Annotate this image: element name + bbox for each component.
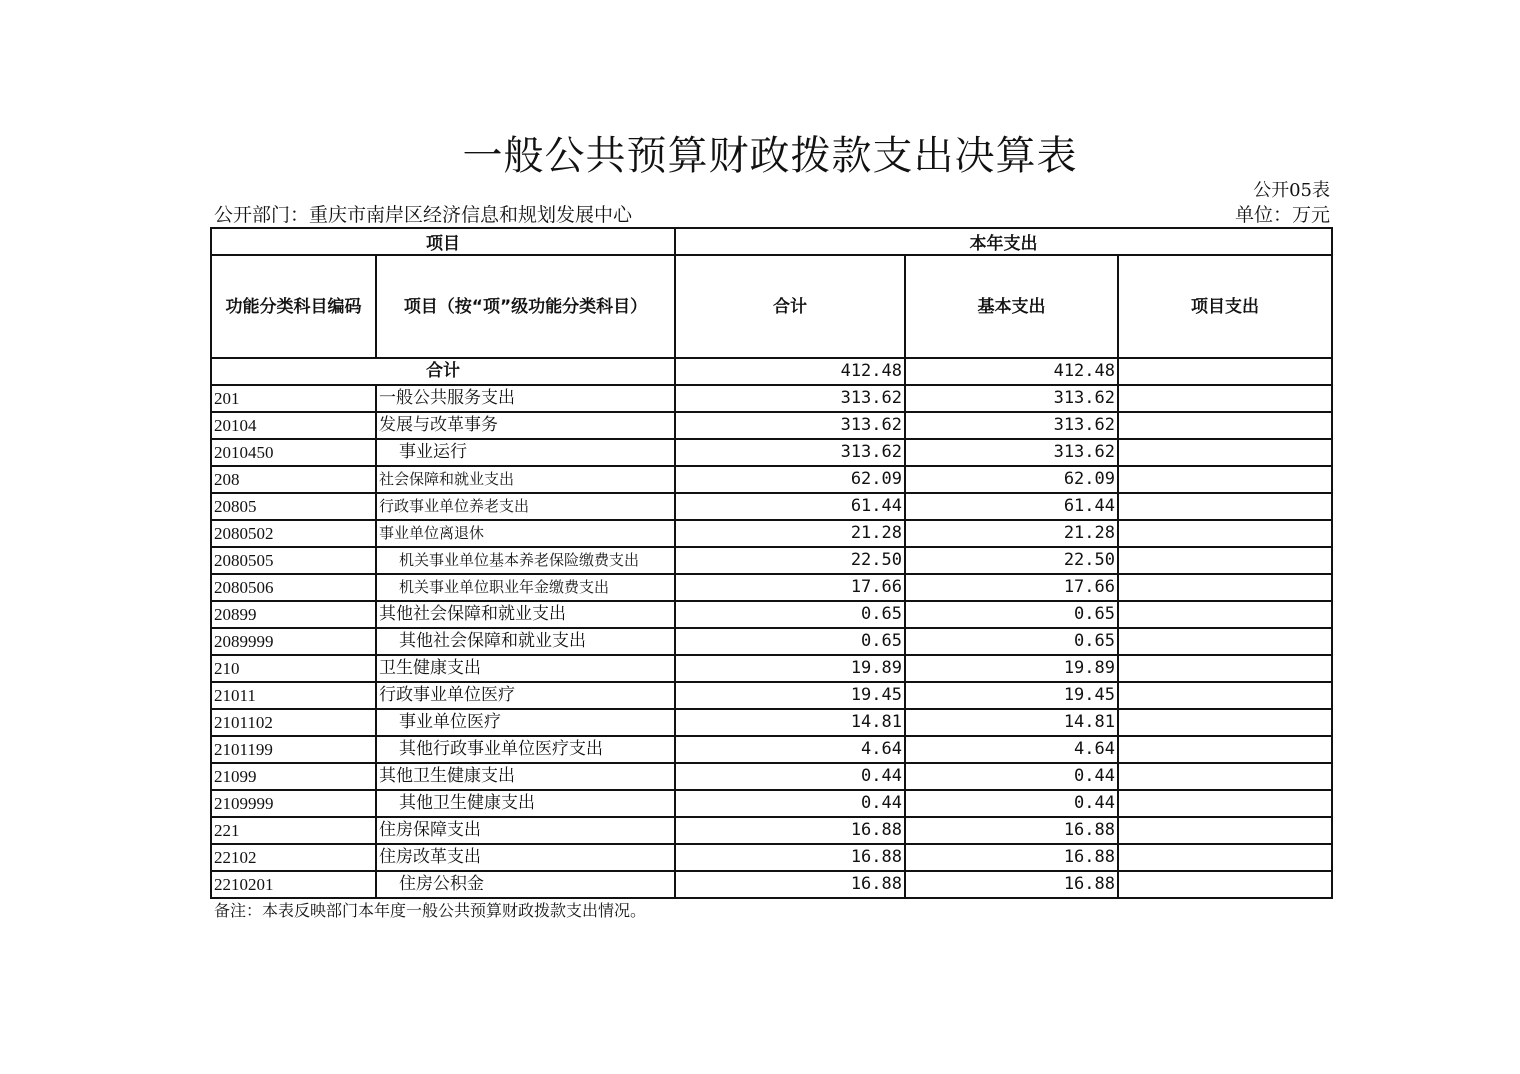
row-total: 19.89 [675,655,905,682]
row-name: 卫生健康支出 [376,655,675,682]
table-row [211,871,1332,898]
total-basic: 412.48 [905,358,1118,385]
table-row [211,574,1332,601]
header-code: 功能分类科目编码 [211,255,376,358]
row-total: 4.64 [675,736,905,763]
row-basic: 14.81 [905,709,1118,736]
row-name: 社会保障和就业支出 [376,466,675,493]
row-basic: 16.88 [905,817,1118,844]
row-basic: 313.62 [905,412,1118,439]
row-name: 其他卫生健康支出 [376,790,675,817]
department-label: 公开部门：重庆市南岸区经济信息和规划发展中心 [214,204,633,226]
row-name: 机关事业单位基本养老保险缴费支出 [376,547,675,574]
row-name: 其他行政事业单位医疗支出 [376,736,675,763]
row-total: 14.81 [675,709,905,736]
row-project [1118,736,1332,763]
header-project: 项目 [211,228,675,255]
total-amount: 412.48 [675,358,905,385]
row-total: 61.44 [675,493,905,520]
row-total: 0.65 [675,601,905,628]
row-total: 17.66 [675,574,905,601]
row-project [1118,817,1332,844]
row-basic: 16.88 [905,871,1118,898]
row-basic: 16.88 [905,844,1118,871]
row-total: 19.45 [675,682,905,709]
row-total: 16.88 [675,871,905,898]
header-current-year: 本年支出 [675,228,1332,255]
table-row [211,736,1332,763]
table-row [211,763,1332,790]
expenditure-table [210,227,1333,899]
row-name: 机关事业单位职业年金缴费支出 [376,574,675,601]
form-number: 公开05表 [1253,180,1330,201]
row-project [1118,520,1332,547]
header-name: 项目（按“项”级功能分类科目） [376,255,675,358]
row-basic: 0.44 [905,763,1118,790]
table-row [211,790,1332,817]
row-code: 20899 [211,601,376,628]
footnote: 备注：本表反映部门本年度一般公共预算财政拨款支出情况。 [214,901,647,920]
table-row [211,412,1332,439]
table-row [211,493,1332,520]
row-total: 313.62 [675,439,905,466]
row-basic: 4.64 [905,736,1118,763]
row-total: 21.28 [675,520,905,547]
row-project [1118,871,1332,898]
row-project [1118,574,1332,601]
table-row [211,628,1332,655]
row-code: 20805 [211,493,376,520]
row-name: 其他卫生健康支出 [376,763,675,790]
row-code: 2109999 [211,790,376,817]
row-name: 事业单位离退休 [376,520,675,547]
row-name: 行政事业单位养老支出 [376,493,675,520]
row-name: 其他社会保障和就业支出 [376,628,675,655]
row-basic: 22.50 [905,547,1118,574]
row-code: 208 [211,466,376,493]
header-project-expenditure: 项目支出 [1118,255,1332,358]
table-row [211,520,1332,547]
row-code: 221 [211,817,376,844]
row-basic: 313.62 [905,385,1118,412]
row-basic: 17.66 [905,574,1118,601]
table-row [211,844,1332,871]
total-label: 合计 [211,358,675,385]
table-row [211,709,1332,736]
table-row [211,547,1332,574]
row-basic: 19.45 [905,682,1118,709]
table-row [211,439,1332,466]
row-project [1118,466,1332,493]
table-row [211,817,1332,844]
row-name: 事业运行 [376,439,675,466]
row-project [1118,547,1332,574]
row-total: 0.44 [675,763,905,790]
row-code: 2101102 [211,709,376,736]
row-name: 住房保障支出 [376,817,675,844]
row-name: 一般公共服务支出 [376,385,675,412]
row-project [1118,655,1332,682]
row-code: 2080505 [211,547,376,574]
row-project [1118,385,1332,412]
table-row [211,682,1332,709]
row-name: 行政事业单位医疗 [376,682,675,709]
row-code: 22102 [211,844,376,871]
row-code: 21099 [211,763,376,790]
row-project [1118,844,1332,871]
row-basic: 62.09 [905,466,1118,493]
row-project [1118,763,1332,790]
row-code: 20104 [211,412,376,439]
table-row [211,385,1332,412]
row-total: 16.88 [675,817,905,844]
total-row [211,358,1332,385]
row-total: 0.44 [675,790,905,817]
page-title: 一般公共预算财政拨款支出决算表 [462,133,1078,179]
row-total: 22.50 [675,547,905,574]
row-code: 2210201 [211,871,376,898]
row-project [1118,412,1332,439]
row-code: 2010450 [211,439,376,466]
row-basic: 0.44 [905,790,1118,817]
row-name: 发展与改革事务 [376,412,675,439]
row-basic: 61.44 [905,493,1118,520]
row-code: 2101199 [211,736,376,763]
row-basic: 0.65 [905,628,1118,655]
table-row [211,466,1332,493]
row-project [1118,709,1332,736]
row-total: 16.88 [675,844,905,871]
row-basic: 21.28 [905,520,1118,547]
row-total: 0.65 [675,628,905,655]
row-project [1118,601,1332,628]
row-project [1118,790,1332,817]
row-project [1118,628,1332,655]
row-name: 住房公积金 [376,871,675,898]
row-project [1118,493,1332,520]
row-code: 2080502 [211,520,376,547]
header-basic: 基本支出 [905,255,1118,358]
table-row [211,655,1332,682]
table-row [211,601,1332,628]
row-total: 313.62 [675,412,905,439]
row-project [1118,439,1332,466]
row-basic: 313.62 [905,439,1118,466]
row-name: 事业单位医疗 [376,709,675,736]
row-code: 21011 [211,682,376,709]
row-code: 201 [211,385,376,412]
header-total: 合计 [675,255,905,358]
row-basic: 0.65 [905,601,1118,628]
row-name: 其他社会保障和就业支出 [376,601,675,628]
total-project [1118,358,1332,385]
row-code: 2089999 [211,628,376,655]
row-project [1118,682,1332,709]
row-total: 62.09 [675,466,905,493]
unit-label: 单位：万元 [1234,204,1330,226]
row-basic: 19.89 [905,655,1118,682]
row-code: 210 [211,655,376,682]
row-code: 2080506 [211,574,376,601]
row-name: 住房改革支出 [376,844,675,871]
row-total: 313.62 [675,385,905,412]
